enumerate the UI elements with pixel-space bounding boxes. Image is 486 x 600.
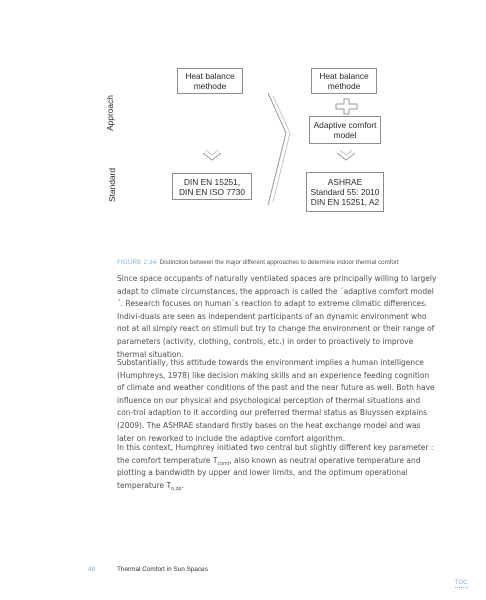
paragraph-1: Since space occupants of naturally ventilated spaces are principally willing to largely adapt to climate circumstances, the approach is called the ´adaptive comfort model´. Research focuses on human´s reaction to adapt to extreme climatic differences. Indivi-duals are seen as independent participants of an dynamic environment who not at all simply react on stimuli but try to change the environment or their range of parameters (activity, clothing, controls, etc.) in order to proactively to improve thermal situation. xyxy=(117,274,437,359)
ashrae-box-text: ASHRAE Standard 55: 2010 DIN EN 15251, A2 xyxy=(310,177,380,207)
paragraph-3 xyxy=(117,442,437,492)
ashrae-box xyxy=(306,172,384,212)
heat-balance-box-right xyxy=(311,68,377,94)
running-title: Thermal Comfort in Sun Spaces xyxy=(117,566,208,573)
paragraph-3-part-1: In this context, Humphrey initiated two central but slightly different key parameter : the comfort temperature T xyxy=(117,443,434,465)
adaptive-comfort-box-text: Adaptive comfort model xyxy=(313,120,377,140)
down-chevron-left xyxy=(203,153,221,160)
down-chevron-left-inner xyxy=(206,150,218,155)
din-en-box-text: DIN EN 15251, DIN EN ISO 7730 xyxy=(178,176,246,197)
adaptive-comfort-box xyxy=(309,116,381,144)
plus-icon xyxy=(336,99,357,114)
down-chevron-right xyxy=(337,153,355,160)
right-chevron-center xyxy=(268,93,286,205)
heat-balance-box-left xyxy=(177,68,243,94)
paragraph-2: Substantially, this attitude towards the environment implies a human intelligence (Humphreys, 1978) like decision making skills and an experience feeding cognition of climate and weather conditions of the past and the near future as well. Both have influence on our physical and psychological perception of thermal situations and con-trol adaption to it according our preferred thermal status as Bluyssen explains (2009). The ASHRAE standard firstly bases on the heat exchange model and was later on reworked to include the adaptive comfort algorithm. xyxy=(117,358,435,443)
paragraph-3-part-2: , also known as neutral operative temperature and plotting a bandwidth by upper and lower limits, and the optimum operational temperature T xyxy=(117,455,421,490)
toc-link[interactable]: TOC xyxy=(455,580,468,586)
heat-balance-box-left-text: Heat balance methode xyxy=(185,71,235,91)
figure-number: FIGURE 2.34 xyxy=(117,259,157,266)
heat-balance-box-right-text: Heat balance methode xyxy=(319,71,369,91)
paragraph-3-part-3: . xyxy=(181,480,184,490)
operational-temperature-subscript: o,op xyxy=(171,486,182,492)
figure-caption xyxy=(117,259,447,266)
figure-caption-text: Distinction between the major different approaches to determine indoor thermal comfort xyxy=(159,259,399,266)
approach-axis-label: Approach xyxy=(104,95,115,131)
comfort-temperature-subscript: comf xyxy=(217,461,230,467)
page-number: 48 xyxy=(88,566,96,573)
din-en-box xyxy=(172,173,252,200)
standard-axis-label: Standard xyxy=(107,168,117,202)
down-chevron-right-inner xyxy=(340,150,352,155)
